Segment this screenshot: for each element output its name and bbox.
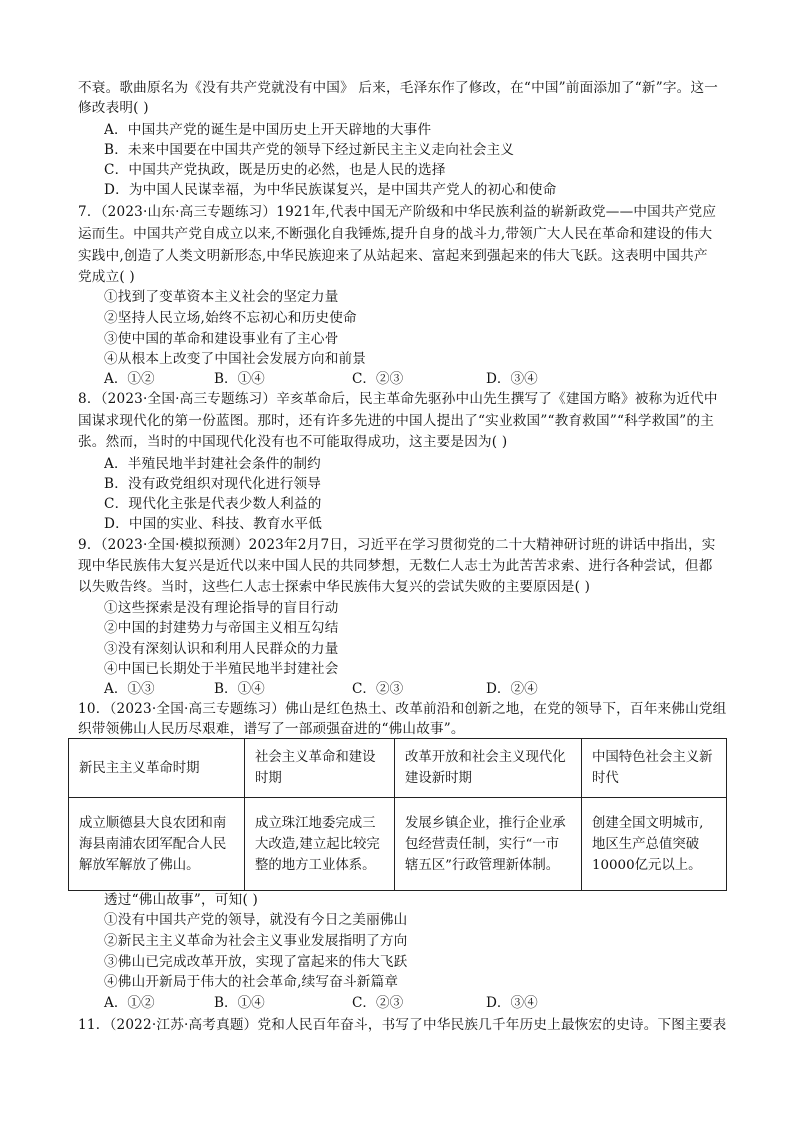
statement-item: ①这些探索是没有理论指导的盲目行动 [104,600,339,616]
choice-b: B．①④ [214,995,265,1011]
choice-c: C．②③ [352,371,404,387]
table-cell: 成立顺德县大良农团和南海县南浦农团军配合人民解放军解放了佛山。 [69,798,245,891]
question-11-text: 11．（2022·江苏·高考真题）党和人民百年奋斗，书写了中华民族几千年历史上最恢宏的史诗。下图主要表 [78,1017,727,1033]
question-7-text: 党成立( ) [78,269,135,285]
option-b: B．没有政党组织对现代化进行领导 [104,476,322,492]
choice-c: C．②③ [352,681,404,697]
statement-item: ④中国已长期处于半殖民地半封建社会 [104,661,339,677]
question-9-text: 以失败告终。当时，这些仁人志士探索中华民族伟大复兴的尝试失败的主要原因是( ) [78,579,591,595]
choice-d: D．③④ [486,371,538,387]
choice-d: D．③④ [486,995,538,1011]
option-d: D．为中国人民谋幸福，为中华民族谋复兴，是中国共产党人的初心和使命 [104,182,557,198]
question-7-text: 运而生。中国共产党自成立以来,不断强化自我锤炼,提升自身的战斗力,带领广大人民在革命和建设的伟大 [78,226,713,242]
question-10-text: 10．（2023·全国·高三专题练习）佛山是红色热土、改革前沿和创新之地，在党的领导下，百年来佛山党组 [78,701,727,717]
statement-item: ④佛山开新局于伟大的社会革命,续写奋斗新篇章 [104,974,399,990]
statement-item: ③没有深刻认识和利用人民群众的力量 [104,641,339,657]
statement-item: ③使中国的革命和建设事业有了主心骨 [104,331,339,347]
option-c: C．中国共产党执政，既是历史的必然，也是人民的选择 [104,162,446,178]
table-cell: 发展乡镇企业，推行企业承包经营责任制，实行“一市辖五区”行政管理新体制。 [395,798,582,891]
statement-item: ②新民主主义革命为社会主义事业发展指明了方向 [104,933,408,949]
choice-a: A．①③ [104,681,155,697]
statement-item: ②中国的封建势力与帝国主义相互勾结 [104,620,339,636]
question-text: 不衰。歌曲原名为《没有共产党就没有中国》 后来，毛泽东作了修改，在“中国”前面添加了“新”字。这一 [78,80,719,96]
question-8-text: 张。然而，当时的中国现代化没有也不可能取得成功，这主要是因为( ) [78,434,508,450]
choice-a: A．①② [104,371,155,387]
choice-c: C．②③ [352,995,404,1011]
question-7-text: 7．（2023·山东·高三专题练习）1921年,代表中国无产阶级和中华民族利益的崭新政党——中国共产党应 [78,204,717,220]
option-a: A．中国共产党的诞生是中国历史上开天辟地的大事件 [104,122,432,138]
question-10-stem: 透过“佛山故事”，可知( ) [104,892,258,908]
table-header: 改革开放和社会主义现代化建设新时期 [395,739,582,798]
statement-item: ③佛山已完成改革开放，实现了富起来的伟大飞跃 [104,954,408,970]
option-b: B．未来中国要在中国共产党的领导下经过新民主主义走向社会主义 [104,142,515,158]
option-c: C．现代化主张是代表少数人利益的 [104,496,322,512]
foshan-story-table [68,738,727,891]
question-9-text: 现中华民族伟大复兴是近代以来中国人民的共同梦想，无数仁人志士为此苦苦求索、进行各种尝试，但都 [78,558,713,574]
table-header: 中国特色社会主义新时代 [582,739,727,798]
question-text: 修改表明( ) [78,100,149,116]
table-header: 社会主义革命和建设时期 [245,739,395,798]
table-cell: 成立珠江地委完成三大改造,建立起比较完整的地方工业体系。 [245,798,395,891]
statement-item: ②坚持人民立场,始终不忘初心和历史使命 [104,310,357,326]
choice-b: B．①④ [214,371,265,387]
question-7-text: 实践中,创造了人类文明新形态,中华民族迎来了从站起来、富起来到强起来的伟大飞跃。这表明中国共产 [78,248,708,264]
statement-item: ①找到了变革资本主义社会的坚定力量 [104,289,339,305]
table-cell: 创建全国文明城市,地区生产总值突破10000亿元以上。 [582,798,727,891]
choice-d: D．②④ [486,681,538,697]
statement-item: ④从根本上改变了中国社会发展方向和前景 [104,351,367,367]
question-8-text: 8．（2023·全国·高三专题练习）辛亥革命后，民主革命先驱孙中山先生撰写了《建国方略》被称为近代中 [78,391,718,407]
question-8-text: 国谋求现代化的第一份蓝图。那时，还有许多先进的中国人提出了“实业救国”“教育救国”“科学救国”的主 [78,413,715,429]
choice-a: A．①② [104,995,155,1011]
option-d: D．中国的实业、科技、教育水平低 [104,516,323,532]
choice-b: B．①④ [214,681,265,697]
question-10-text: 织带领佛山人民历尽艰难，谱写了一部顽强奋进的“佛山故事”。 [78,721,465,737]
statement-item: ①没有中国共产党的领导，就没有今日之美丽佛山 [104,912,408,928]
question-9-text: 9．（2023·全国·模拟预测）2023年2月7日，习近平在学习贯彻党的二十大精神研讨班的讲话中指出，实 [78,537,716,553]
table-header: 新民主主义革命时期 [69,739,245,798]
option-a: A．半殖民地半封建社会条件的制约 [104,456,321,472]
